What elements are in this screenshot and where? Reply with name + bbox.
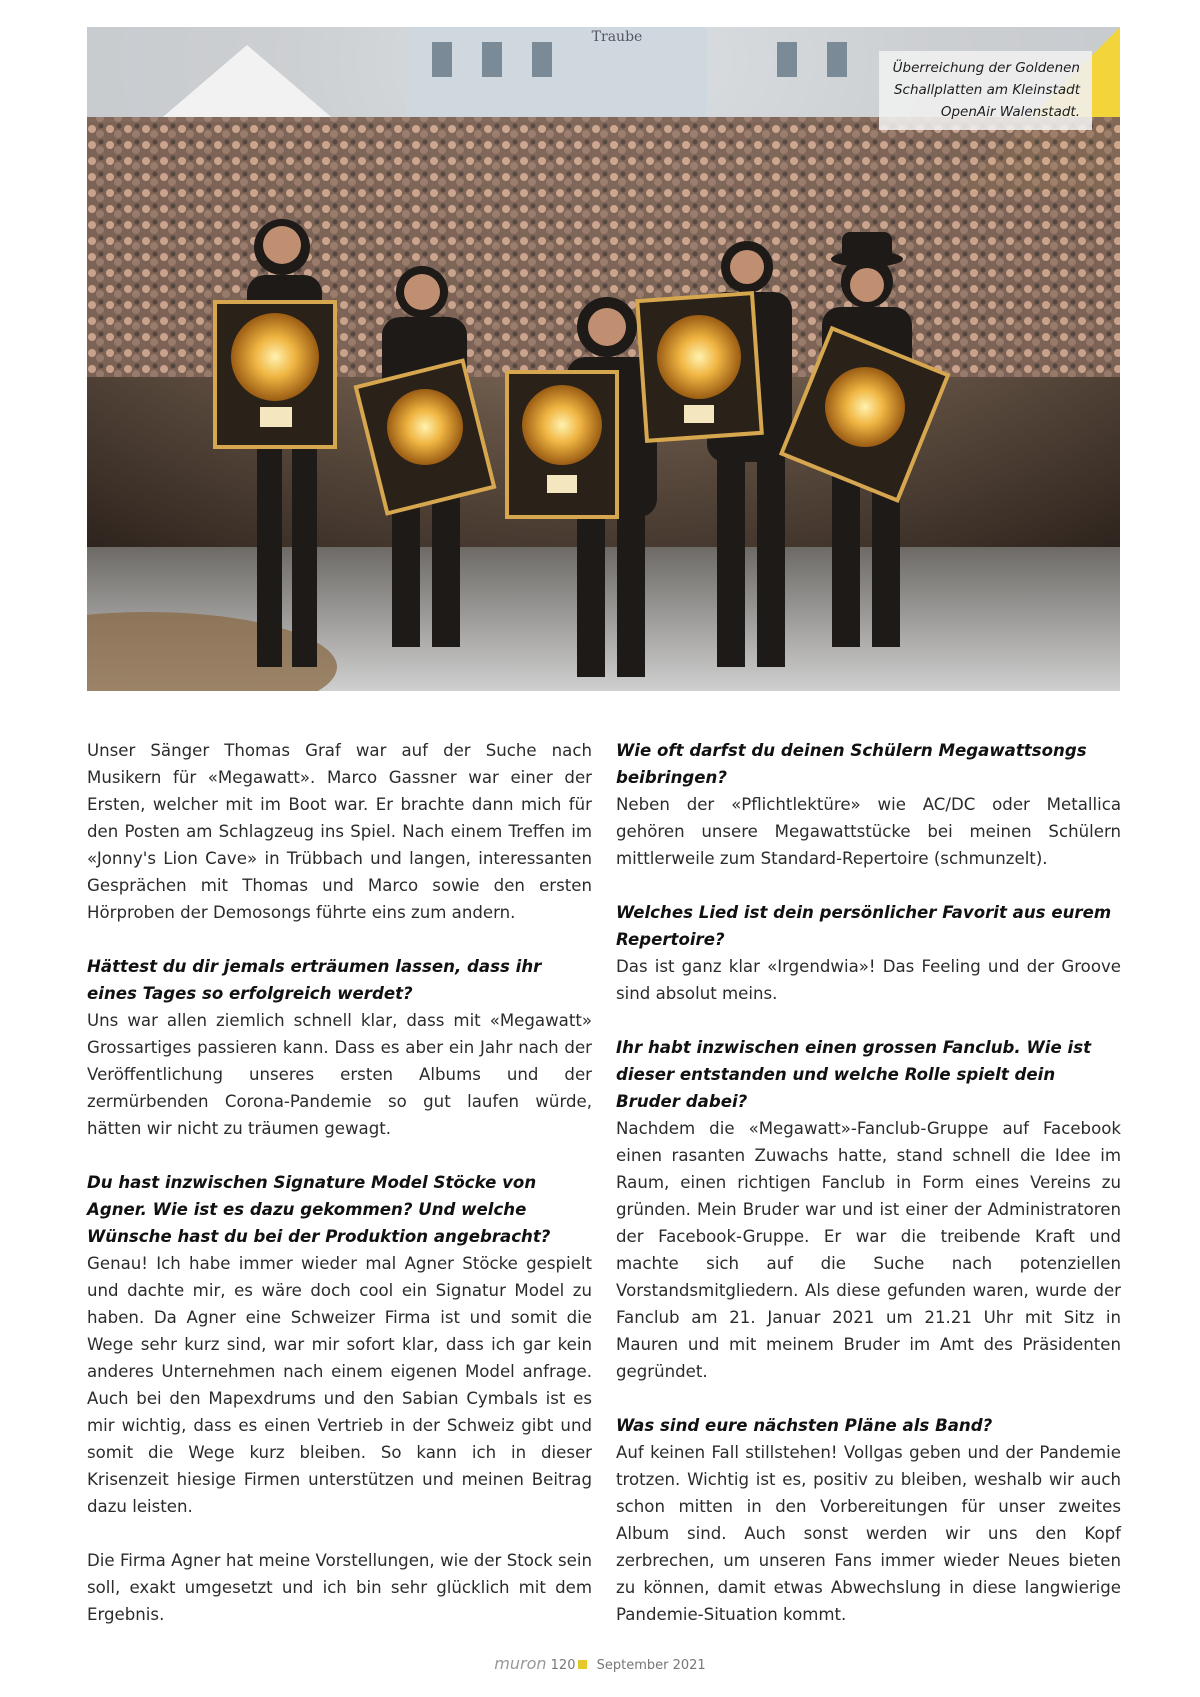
interview-question: Welches Lied ist dein persönlicher Favorit aus eurem Repertoire? [616, 903, 1112, 949]
photo-caption-line: Schallplatten am Kleinstadt [893, 82, 1080, 98]
interview-answer: Nachdem die «Megawatt»-Fanclub-Gruppe auf Facebook einen rasanten Zuwachs hatte, stand schnell die Idee im Raum, einen richtigen Fanclub in Form eines Vereins zu gründen. Mein Bruder war und ist einer der Administratoren der Facebook-Gruppe. Er war die treibende Kraft und machte sich auf die Suche nach potenziellen Vorstandsmitgliedern. Als diese gefunden waren, wurde der Fanclub am 21. Januar 2021 um 21.21 Uhr mit Sitz in Mauren und mit meinem Bruder im Amt des Präsidenten gegründet. [616, 1119, 1121, 1381]
intro-paragraph: Unser Sänger Thomas Graf war auf der Suche nach Musikern für «Megawatt». Marco Gassner war einer der Ersten, welcher mit im Boot war. Er brachte dann mich für den Posten am Schlagzeug ins Spiel. Nach einem Treffen im «Jonny's Lion Cave» in Trübbach und langen, interessanten Gesprächen mit Thomas und Marco sowie den ersten Hörproben der Demosongs führte eins zum andern. [87, 741, 592, 922]
interview-question: Was sind eure nächsten Pläne als Band? [616, 1416, 993, 1435]
interview-answer: Das ist ganz klar «Irgendwia»! Das Feeling und der Groove sind absolut meins. [616, 957, 1121, 1003]
closing-paragraph: Die Firma Agner hat meine Vorstellungen, wie der Stock sein soll, exakt umgesetzt und ich bin sehr glücklich mit dem Ergebnis. [87, 1551, 592, 1624]
page-footer [0, 1654, 1200, 1673]
qa-block [616, 1034, 1121, 1385]
footer-issue-number: 120 [550, 1658, 576, 1673]
interview-answer: Auf keinen Fall stillstehen! Vollgas geben und der Pandemie trotzen. Wichtig ist es, positiv zu bleiben, weshalb wir auch schon mitten in den Vorbereitungen für unser zweites Album sind. Auch sonst werden wir uns den Kopf zerbrechen, um unseren Fans immer wieder Neues bieten zu können, damit etwas Abwechslung in diese langwierige Pandemie-Situation kommt. [616, 1443, 1121, 1624]
qa-block [616, 899, 1121, 1007]
interview-question: Wie oft darfst du deinen Schülern Megawattsongs beibringen? [616, 741, 1087, 787]
photo-caption-line: OpenAir Walenstadt. [940, 104, 1080, 120]
interview-answer: Genau! Ich habe immer wieder mal Agner Stöcke gespielt und dachte mir, es wäre doch cool ein Signatur Model zu haben. Da Agner eine Schweizer Firma ist und somit die Wege sehr kurz sind, war mir sofort klar, dass ich gar kein anderes Unternehmen nach einem eigenen Model anfrage. Auch bei den Mapexdrums und den Sabian Cymbals ist es mir wichtig, dass es einen Vertrieb in der Schweiz gibt und somit die Wege kurz bleiben. So kann ich in dieser Krisenzeit hiesige Firmen unterstützen und meinen Beitrag dazu leisten. [87, 1254, 592, 1516]
qa-block [616, 737, 1121, 872]
footer-accent-square-icon [578, 1660, 587, 1669]
interview-answer: Neben der «Pflichtlektüre» wie AC/DC oder Metallica gehören unsere Megawattstücke bei meinen Schülern mittlerweile zum Standard-Repertoire (schmunzelt). [616, 795, 1121, 868]
photo-caption-line: Überreichung der Goldenen [892, 60, 1080, 76]
interview-question: Hättest du dir jemals erträumen lassen, dass ihr eines Tages so erfolgreich werdet? [87, 957, 542, 1003]
intro-paragraph-block [87, 737, 592, 926]
photo-caption [879, 51, 1092, 130]
qa-block [616, 1412, 1121, 1628]
concert-photo [87, 27, 1120, 691]
article-left-column [87, 737, 592, 1655]
interview-question: Du hast inzwischen Signature Model Stöcke von Agner. Wie ist es dazu gekommen? Und welche Wünsche hast du bei der Produktion angebracht? [87, 1173, 551, 1246]
closing-paragraph-block [87, 1547, 592, 1628]
article-right-column [616, 737, 1121, 1655]
qa-block [87, 953, 592, 1142]
footer-date: September 2021 [596, 1658, 706, 1673]
interview-question: Ihr habt inzwischen einen grossen Fanclub. Wie ist dieser entstanden und welche Rolle spielt dein Bruder dabei? [616, 1038, 1092, 1111]
interview-answer: Uns war allen ziemlich schnell klar, dass mit «Megawatt» Grossartiges passieren kann. Dass es aber ein Jahr nach der Veröffentlichung unseres ersten Albums und der zermürbenden Corona-Pandemie so gut laufen würde, hätten wir nicht zu träumen gewagt. [87, 1011, 592, 1138]
qa-block [87, 1169, 592, 1520]
footer-brand: muron [494, 1654, 547, 1673]
building-sign: Traube [591, 29, 643, 45]
